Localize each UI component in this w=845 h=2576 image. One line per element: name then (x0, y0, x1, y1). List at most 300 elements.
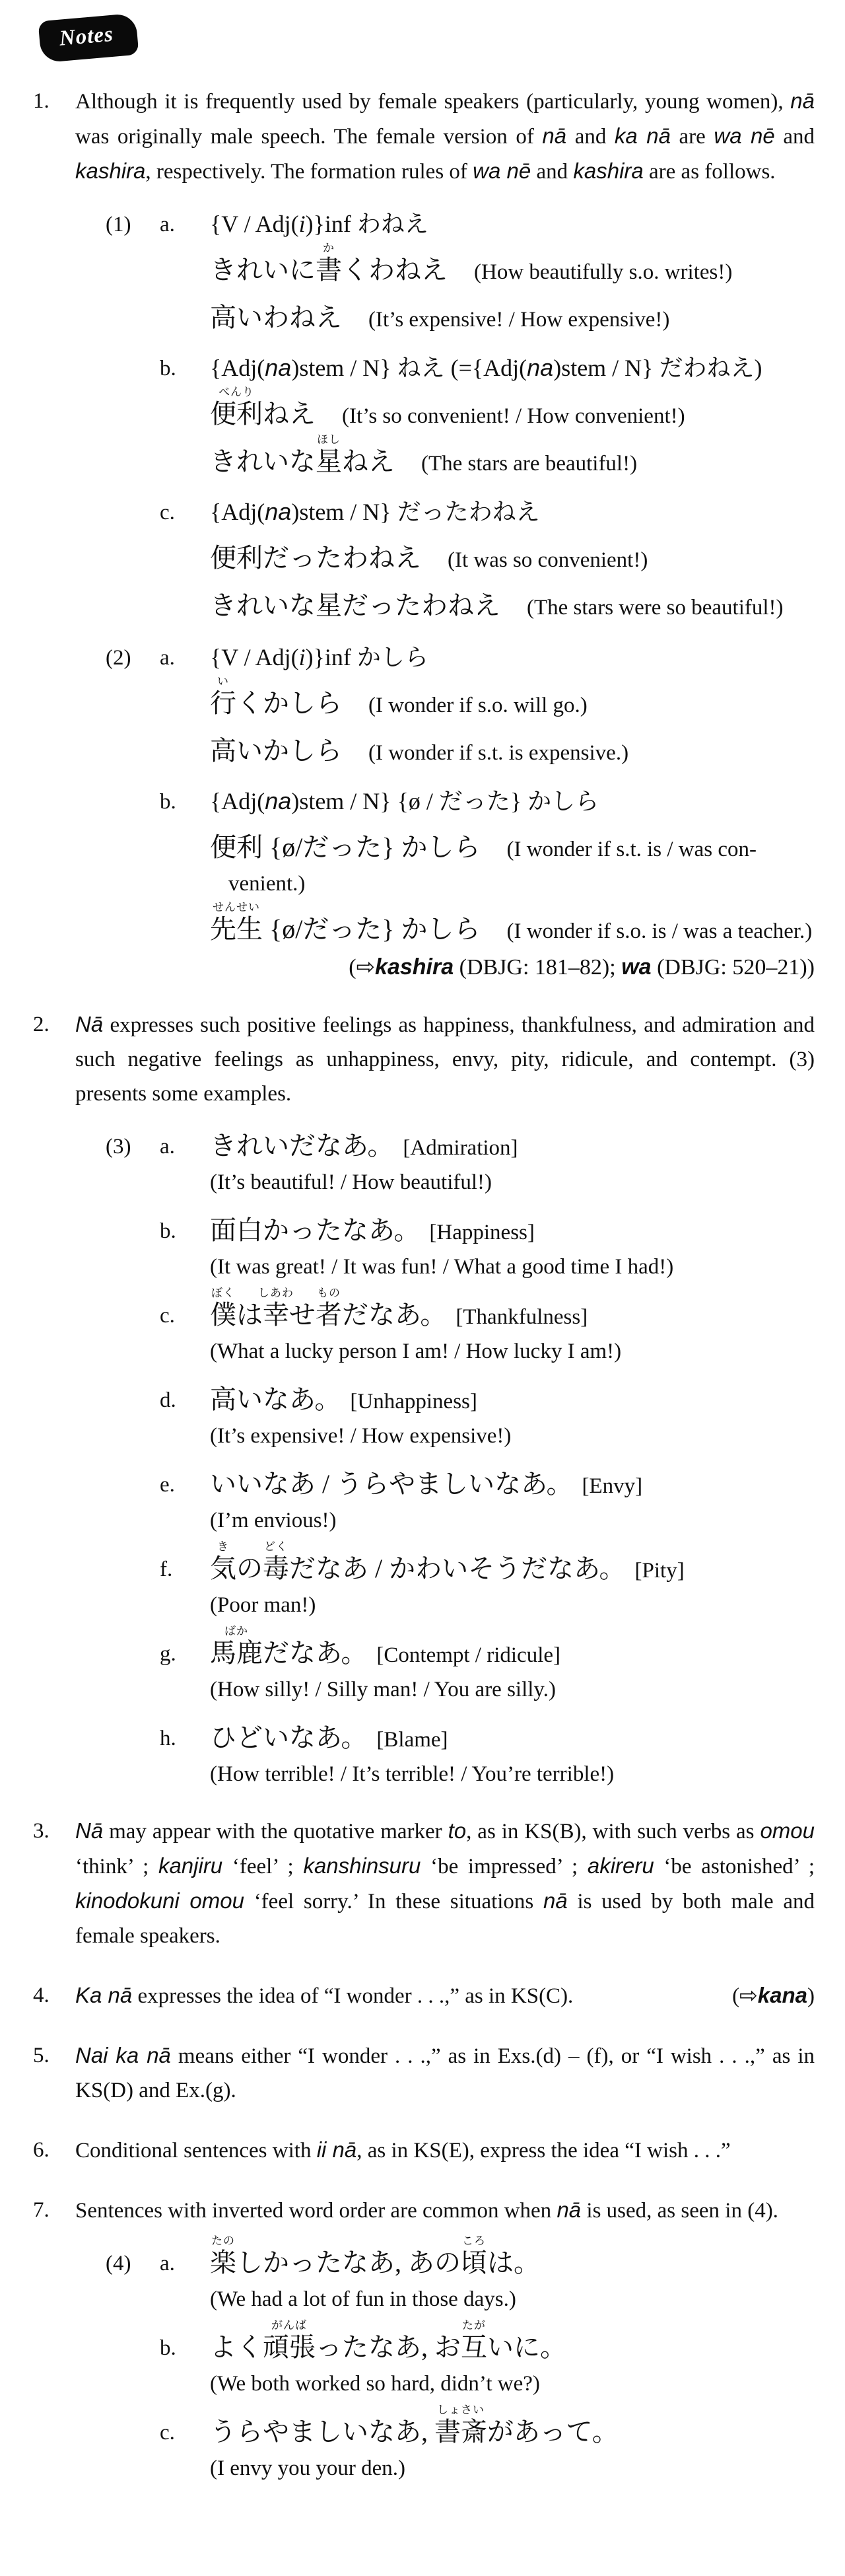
kanji-with-furigana (263, 2319, 316, 2363)
item-label: a. (160, 2252, 175, 2275)
japanese-text: ねえ (342, 447, 395, 476)
example-item (160, 1131, 815, 1197)
japanese-text: せ (289, 1300, 316, 1330)
english-gloss-row (210, 1675, 815, 1704)
furigana: ころ (462, 2235, 486, 2247)
example-sentence (210, 2235, 815, 2278)
item-rows (210, 1287, 815, 1366)
example-sentence (210, 543, 815, 575)
japanese-sentence (210, 1131, 393, 1161)
kanji-with-furigana (316, 1287, 342, 1330)
english-gloss-row (210, 1337, 815, 1366)
japanese-sentence (210, 832, 481, 863)
kanji-base: 行 (210, 688, 236, 718)
example-sentence (210, 590, 815, 622)
example-sentence (210, 1287, 815, 1330)
example-group (106, 2235, 815, 2483)
example-sentence (210, 901, 815, 946)
note-content (75, 1814, 815, 1953)
english-gloss: (The stars were so beautiful!) (527, 596, 784, 620)
text-segment: na (527, 354, 554, 381)
text-segment: ) (807, 1984, 815, 2008)
item-label: a. (160, 1135, 175, 1159)
text-segment: )}inf わねえ (305, 211, 428, 237)
notes-section (33, 84, 815, 2483)
cross-reference (732, 1982, 815, 2009)
japanese-sentence (210, 433, 395, 477)
group-items (160, 2235, 815, 2483)
feeling-tag: [Admiration] (403, 1136, 518, 1160)
formation-rule (210, 209, 815, 239)
text-segment: akireru (587, 1853, 654, 1878)
english-gloss: venient.) (228, 872, 306, 896)
note-paragraph (75, 2193, 815, 2228)
english-gloss-row (210, 2369, 815, 2398)
furigana: い (217, 675, 229, 688)
example-item (160, 353, 815, 478)
example-sentence (210, 386, 815, 431)
item-label: b. (160, 1219, 176, 1243)
note-paragraph (75, 1007, 815, 1111)
example-sentence (210, 1469, 815, 1499)
item-rows (210, 1625, 815, 1704)
japanese-text: 高いなあ。 (210, 1384, 341, 1414)
text-segment: ‘think’ ; (75, 1855, 158, 1878)
furigana: たの (211, 2235, 235, 2247)
example-item (160, 786, 815, 982)
text-segment: nā (543, 1888, 568, 1913)
text-segment: ( (732, 1984, 740, 2008)
japanese-text: だなあ。 (342, 1300, 447, 1330)
english-gloss-row (210, 2454, 815, 2483)
note-item (33, 2038, 815, 2108)
example-item (160, 1384, 815, 1450)
japanese-text: 便利だったわねえ (210, 543, 421, 573)
text-segment: Nā (75, 1818, 104, 1843)
note-number: 4. (33, 1984, 50, 2007)
example-sentence (210, 1540, 815, 1584)
furigana: どく (264, 1540, 288, 1553)
kanji-with-furigana (316, 433, 342, 477)
item-rows (210, 2235, 815, 2314)
text-segment: nā (557, 2198, 582, 2222)
text-segment: na (265, 498, 292, 525)
group-label: (1) (106, 213, 131, 236)
kanji-base: 星 (316, 447, 342, 476)
note-content (75, 2193, 815, 2483)
feeling-tag: [Pity] (634, 1559, 685, 1583)
text-segment: and (566, 125, 615, 149)
kanji-base: 者 (316, 1300, 342, 1330)
japanese-sentence (210, 543, 421, 573)
text-segment: ka nā (614, 124, 671, 148)
furigana: しょさい (437, 2404, 485, 2416)
note-paragraph (75, 2133, 815, 2168)
japanese-text: いに。 (487, 2332, 566, 2362)
text-segment: expresses such positive feelings as happiness, thankfulness, and admiration and such negative feelings as unhappiness, envy, pity, ridicule, and contempt. (3) presents some examples. (75, 1013, 815, 1106)
note-paragraph (75, 2038, 815, 2108)
kanji-base: 頑張 (263, 2332, 316, 2362)
text-segment: kanjiru (158, 1853, 223, 1878)
kanji-base: 幸 (263, 1300, 289, 1330)
text-segment: ii nā (316, 2137, 357, 2162)
english-gloss: (I’m envious!) (210, 1509, 337, 1532)
furigana: たが (462, 2319, 486, 2332)
kanji-base: 互 (461, 2332, 487, 2362)
text-segment: )}inf かしら (305, 644, 428, 670)
japanese-sentence (210, 1384, 341, 1415)
note-paragraph (75, 1814, 815, 1953)
item-rows (210, 1469, 815, 1535)
text-segment: i (298, 644, 306, 670)
english-gloss-row (210, 2285, 815, 2314)
japanese-text: きれいな星だったわねえ (210, 590, 500, 620)
note-item (33, 2193, 815, 2483)
text-segment: )stem / N} {ø / だった} かしら (291, 788, 599, 814)
example-sentence (210, 433, 815, 478)
item-label: c. (160, 501, 175, 524)
english-gloss: (It’s so convenient! / How convenient!) (342, 404, 685, 428)
japanese-sentence (210, 1287, 447, 1330)
example-group (106, 1131, 815, 1789)
text-segment: na (265, 787, 292, 814)
furigana: もの (317, 1287, 341, 1299)
japanese-sentence (210, 675, 342, 719)
text-segment: {Adj( (210, 499, 265, 525)
group-items (160, 642, 815, 982)
example-sentence (210, 303, 815, 334)
example-sentence (210, 1131, 815, 1161)
kanji-base: 楽 (210, 2248, 236, 2277)
formation-rule (210, 353, 815, 383)
text-segment: Ka nā (75, 1983, 133, 2007)
note-paragraph (75, 84, 815, 189)
japanese-text: は (236, 1300, 263, 1330)
item-rows (210, 1540, 815, 1620)
text-segment: {V / Adj( (210, 644, 299, 670)
text-segment: )stem / N} だったわねえ (291, 499, 540, 525)
kanji-base: 書斎 (434, 2417, 487, 2447)
example-item (160, 1723, 815, 1789)
note-number: 7. (33, 2198, 50, 2222)
japanese-sentence (210, 386, 316, 429)
item-rows (210, 2319, 815, 2398)
text-segment: ‘be impressed’ ; (421, 1855, 588, 1878)
note-number: 1. (33, 89, 50, 113)
text-segment: , as in KS(E), express the idea “I wish . . .” (356, 2139, 731, 2163)
example-sentence (210, 1625, 815, 1668)
japanese-text: くわねえ (342, 255, 448, 285)
japanese-sentence (210, 1723, 367, 1753)
text-segment: {Adj( (210, 355, 265, 381)
text-segment: is used, as seen in (4). (581, 2199, 778, 2223)
japanese-text: 高いわねえ (210, 303, 342, 332)
text-segment: ⇨ (739, 1982, 758, 2008)
english-gloss: (It was great! / It was fun! / What a good time I had!) (210, 1255, 674, 1279)
kanji-base: 馬鹿 (210, 1638, 263, 1668)
note-content (75, 1978, 815, 2013)
formation-rule (210, 642, 815, 672)
kanji-with-furigana (461, 2235, 487, 2278)
japanese-sentence (210, 2235, 540, 2278)
text-segment: i (298, 211, 306, 237)
note-item (33, 1978, 815, 2013)
group-label: (2) (106, 646, 131, 670)
japanese-text: {ø/だった} かしら (263, 914, 481, 944)
note-number: 5. (33, 2044, 50, 2067)
english-gloss-row (210, 1591, 815, 1620)
text-segment: Although it is frequently used by female speakers (particularly, young women), (75, 90, 791, 114)
kanji-base: 僕 (210, 1300, 236, 1330)
note-number: 2. (33, 1013, 50, 1036)
example-sentence (210, 242, 815, 287)
item-rows (210, 353, 815, 478)
english-gloss: (It was so convenient!) (448, 548, 648, 572)
text-segment: was originally male speech. The female version of (75, 125, 543, 149)
english-gloss-row (210, 1421, 815, 1450)
text-segment: ⇨ (356, 954, 376, 980)
english-gloss: (What a lucky person I am! / How lucky I am!) (210, 1340, 622, 1363)
example-item (160, 1287, 815, 1366)
example-group (106, 209, 815, 622)
text-segment: ( (349, 955, 356, 980)
english-gloss-row (210, 1506, 815, 1535)
text-segment: omou (760, 1818, 815, 1843)
note-item (33, 2133, 815, 2168)
japanese-text: きれいだなあ。 (210, 1131, 394, 1161)
note-content (75, 2038, 815, 2108)
japanese-sentence (210, 1215, 420, 1246)
furigana: ばか (224, 1625, 248, 1637)
gloss-continuation (228, 869, 815, 898)
furigana: き (217, 1540, 229, 1553)
note-content (75, 1007, 815, 1789)
example-sentence (210, 736, 815, 768)
formation-rule (210, 786, 815, 816)
text-segment: Conditional sentences with (75, 2139, 317, 2163)
english-gloss: (Poor man!) (210, 1593, 316, 1617)
text-segment: )stem / N} ねえ (={Adj( (291, 355, 527, 381)
furigana: しあわ (258, 1287, 294, 1299)
japanese-text: だなあ / かわいそうだなあ。 (289, 1554, 626, 1583)
item-label: d. (160, 1388, 176, 1412)
text-segment: means either “I wonder . . .,” as in Exs.(d) – (f), or “I wish . . .,” as in KS(D) and Ex.(g). (75, 2044, 815, 2102)
english-gloss: (How terrible! / It’s terrible! / You’re terrible!) (210, 1762, 615, 1786)
item-label: b. (160, 790, 176, 814)
text-segment: and (774, 125, 815, 149)
item-label: b. (160, 2336, 176, 2360)
english-gloss: (I wonder if s.t. is / was con- (506, 838, 757, 861)
text-segment: to (448, 1818, 467, 1843)
kanji-with-furigana (258, 1287, 294, 1330)
example-item (160, 1469, 815, 1535)
kanji-base: 気 (210, 1554, 236, 1583)
japanese-text: ったなあ, お (316, 2332, 461, 2362)
kanji-with-furigana (210, 901, 263, 945)
notes-badge: Notes (38, 13, 139, 63)
item-rows (210, 209, 815, 334)
item-label: a. (160, 646, 175, 670)
note-content (75, 2133, 815, 2168)
example-sentence (210, 675, 815, 720)
furigana: べんり (219, 386, 254, 398)
english-gloss-row (210, 1760, 815, 1789)
text-segment: is used by both male and female speakers. (75, 1890, 815, 1948)
text-segment: ‘feel sorry.’ In these situations (244, 1890, 543, 1914)
text-segment: )stem / N} だわねえ) (553, 355, 762, 381)
kanji-with-furigana (210, 1540, 236, 1584)
group-items (160, 1131, 815, 1789)
text-segment: {Adj( (210, 788, 265, 814)
japanese-text: よく (210, 2332, 263, 2362)
item-rows (210, 786, 815, 982)
japanese-sentence (210, 1540, 626, 1584)
kanji-with-furigana (461, 2319, 487, 2363)
english-gloss: (I wonder if s.t. is expensive.) (368, 741, 629, 765)
group-label: (4) (106, 2252, 131, 2275)
item-label: c. (160, 1304, 175, 1328)
text-segment: ‘feel’ ; (222, 1855, 304, 1878)
example-item (160, 642, 815, 768)
example-sentence (210, 1215, 815, 1246)
text-segment: nā (542, 124, 567, 148)
example-item (160, 2319, 815, 2398)
item-rows (210, 1384, 815, 1450)
note-item (33, 84, 815, 982)
text-segment: wa nē (473, 159, 531, 183)
example-sentence (210, 1384, 815, 1415)
japanese-text: くかしら (236, 688, 342, 718)
japanese-text: うらやましいなあ, (210, 2417, 434, 2447)
kanji-with-furigana (210, 386, 263, 429)
japanese-sentence (210, 736, 342, 766)
japanese-text: きれいに (210, 255, 316, 285)
text-segment: {V / Adj( (210, 211, 299, 237)
item-label: g. (160, 1642, 176, 1666)
furigana: ほし (317, 433, 341, 446)
text-segment: kana (757, 1983, 807, 2007)
text-segment: kashira (75, 159, 146, 183)
kanji-with-furigana (210, 1287, 236, 1330)
item-label: b. (160, 357, 176, 380)
item-label: c. (160, 2421, 175, 2445)
english-gloss: (The stars are beautiful!) (421, 452, 638, 476)
japanese-text: 高いかしら (210, 736, 342, 766)
japanese-text: ひどいなあ。 (210, 1723, 368, 1752)
example-item (160, 1215, 815, 1281)
item-rows (210, 2404, 815, 2483)
japanese-text: 便利 {ø/だった} かしら (210, 832, 481, 862)
japanese-sentence (210, 2319, 566, 2363)
english-gloss: (It’s beautiful! / How beautiful!) (210, 1170, 492, 1194)
text-segment: , respectively. The formation rules of (145, 160, 473, 184)
item-rows (210, 642, 815, 768)
note-item (33, 1007, 815, 1789)
text-segment: Nā (75, 1012, 104, 1036)
kanji-with-furigana (434, 2404, 487, 2447)
formation-rule (210, 497, 815, 527)
text-segment: are as follows. (643, 160, 776, 184)
text-segment: and (531, 160, 574, 184)
english-gloss: (How beautifully s.o. writes!) (474, 260, 733, 284)
kanji-base: 便利 (210, 399, 263, 429)
japanese-text: 面白かったなあ。 (210, 1215, 421, 1245)
text-segment: ‘be astonished’ ; (654, 1855, 815, 1878)
text-segment: expresses the idea of “I wonder . . .,” as in KS(C). (132, 1984, 574, 2008)
note-number: 6. (33, 2138, 50, 2162)
example-sentence (210, 1723, 815, 1753)
text-segment: kanshinsuru (303, 1853, 421, 1878)
text-segment: kinodokuni omou (75, 1888, 244, 1913)
english-gloss-row (210, 1168, 815, 1197)
example-item (160, 497, 815, 622)
kanji-with-furigana (210, 2235, 236, 2278)
japanese-sentence (210, 1469, 573, 1499)
item-label: a. (160, 213, 175, 236)
english-gloss: (It’s expensive! / How expensive!) (368, 308, 670, 332)
example-item (160, 1540, 815, 1620)
japanese-sentence (210, 242, 448, 285)
text-segment: kashira (573, 159, 644, 183)
item-label: f. (160, 1557, 173, 1581)
japanese-text: ねえ (263, 399, 316, 429)
japanese-sentence (210, 303, 342, 333)
text-segment: (DBJG: 181–82); (454, 955, 622, 980)
text-segment: kashira (375, 954, 454, 980)
kanji-base: 書 (316, 255, 342, 285)
feeling-tag: [Contempt / ridicule] (376, 1643, 561, 1667)
text-segment: wa nē (714, 124, 775, 148)
kanji-base: 頃 (461, 2248, 487, 2277)
item-rows (210, 1723, 815, 1789)
text-segment: are (670, 125, 714, 149)
kanji-base: 先生 (210, 914, 263, 944)
english-gloss: (I envy you your den.) (210, 2456, 406, 2480)
text-segment: may appear with the quotative marker (103, 1820, 448, 1843)
note-item (33, 1814, 815, 1953)
text-segment: Sentences with inverted word order are common when (75, 2199, 557, 2223)
text-segment: , as in KS(B), with such verbs as (466, 1820, 760, 1843)
japanese-text: があって。 (487, 2417, 619, 2447)
japanese-text: の (236, 1554, 263, 1583)
text-segment: (DBJG: 520–21)) (651, 955, 815, 980)
item-label: h. (160, 1727, 176, 1750)
english-gloss: (I wonder if s.o. will go.) (368, 694, 588, 717)
feeling-tag: [Happiness] (429, 1221, 535, 1244)
japanese-sentence (210, 1625, 368, 1668)
kanji-with-furigana (210, 1625, 263, 1668)
kanji-base: 毒 (263, 1554, 289, 1583)
kanji-with-furigana (210, 675, 236, 719)
kanji-with-furigana (263, 1540, 289, 1584)
note-paragraph (75, 1978, 716, 2013)
cross-reference-line (210, 952, 815, 982)
example-item (160, 1625, 815, 1704)
paragraph-with-ref (75, 1978, 815, 2013)
kanji-with-furigana (316, 242, 342, 285)
example-sentence (210, 832, 815, 864)
english-gloss: (I wonder if s.o. is / was a teacher.) (506, 919, 813, 943)
feeling-tag: [Unhappiness] (350, 1390, 477, 1413)
group-items (160, 209, 815, 622)
japanese-text: しかったなあ, あの (236, 2248, 461, 2277)
japanese-text: きれいな (210, 447, 316, 476)
note-content (75, 84, 815, 982)
japanese-text: だなあ。 (263, 1638, 368, 1668)
english-gloss-row (210, 1252, 815, 1281)
item-rows (210, 497, 815, 622)
text-segment: na (265, 354, 292, 381)
